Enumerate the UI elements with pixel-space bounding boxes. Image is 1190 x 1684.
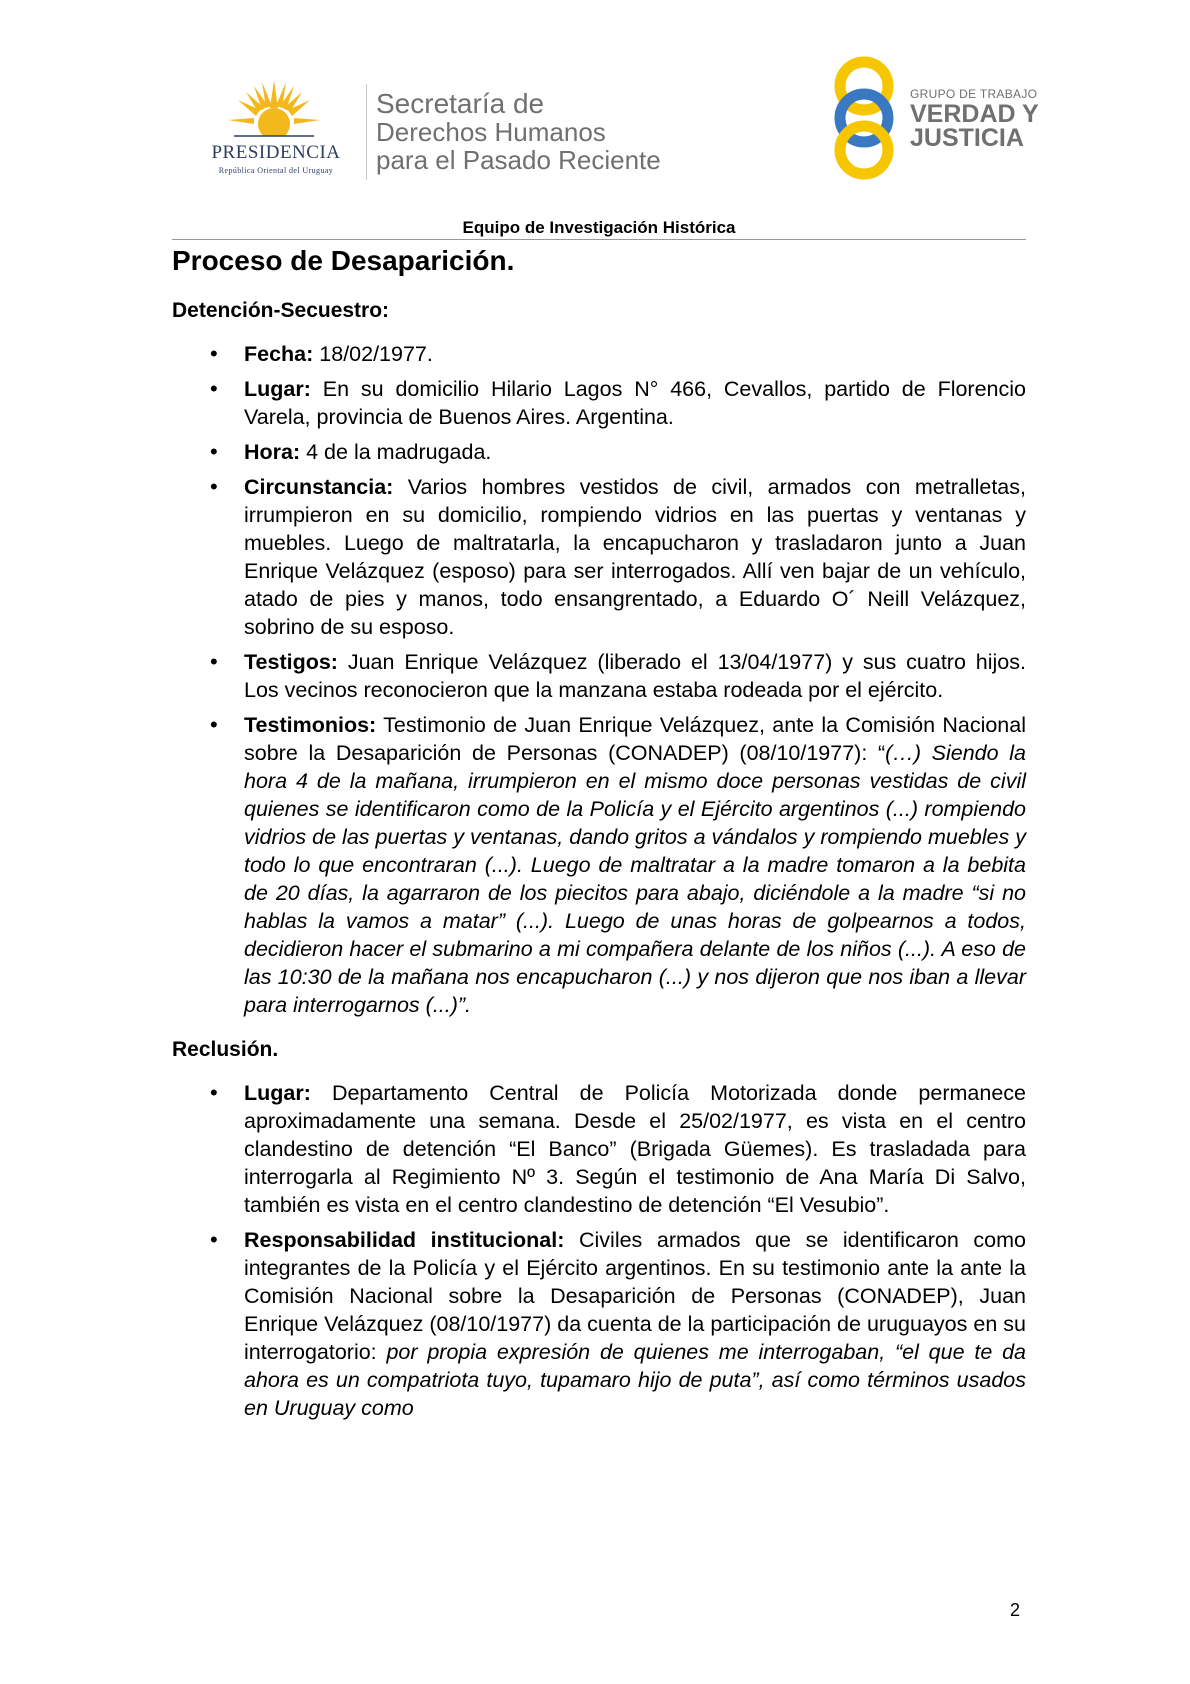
item-text: Juan Enrique Velázquez (liberado el 13/04/1977) y sus cuatro hijos. Los vecinos reconocieron que la manzana estaba rodeada por el ejército. — [244, 650, 1026, 702]
bullet-icon: • — [210, 649, 218, 674]
document-body — [172, 242, 1026, 1429]
grupo-de-trabajo-label: GRUPO DE TRABAJO — [910, 87, 1038, 101]
secretaria-logo-text — [376, 90, 661, 174]
bullet-icon: • — [210, 474, 218, 499]
interlocked-rings-icon — [824, 56, 904, 180]
item-label: Hora: — [244, 440, 301, 464]
presidencia-name: PRESIDENCIA — [211, 142, 341, 163]
section-heading-detencion: Detención-Secuestro: — [172, 299, 390, 322]
sun-emblem-icon — [226, 78, 322, 144]
section-heading-reclusion: Reclusión. — [172, 1038, 279, 1061]
verdad-justicia-logo — [824, 56, 1039, 180]
item-label: Lugar: — [244, 377, 311, 401]
item-text: 4 de la madrugada. — [300, 440, 492, 464]
verdad-label: VERDAD Y — [910, 100, 1039, 128]
secretaria-line-3: para el Pasado Reciente — [376, 145, 661, 175]
list-item — [172, 1079, 1026, 1219]
list-item — [172, 711, 1026, 1019]
item-label: Responsabilidad institucional: — [244, 1228, 565, 1252]
item-text: En su domicilio Hilario Lagos N° 466, Cevallos, partido de Florencio Varela, provincia de Buenos Aires. Argentina. — [244, 377, 1026, 429]
list-item — [172, 340, 1026, 368]
presidencia-logo — [196, 78, 356, 178]
logo-divider — [366, 84, 367, 180]
document-title: Proceso de Desaparición. — [172, 245, 515, 276]
bullet-icon: • — [210, 376, 218, 401]
item-label: Fecha: — [244, 342, 314, 366]
team-header: Equipo de Investigación Histórica — [462, 218, 736, 237]
list-item — [172, 1226, 1026, 1422]
item-text: 18/02/1977. — [313, 342, 433, 366]
list-item — [172, 473, 1026, 641]
item-text: Civiles armados que se identificaron como integrantes de la Policía y el Ejército argentinos. En su testimonio ante la ante la Comisión Nacional sobre la Desaparición de Personas (CONADEP), Juan Enrique Velázquez (08/10/1977) da cuenta de la participación de uruguayos en su interrogatorio: — [244, 1228, 1026, 1364]
list-item — [172, 375, 1026, 431]
reclusion-list — [172, 1079, 1026, 1422]
presidencia-subtitle: República Oriental del Uruguay — [218, 166, 334, 175]
list-item — [172, 648, 1026, 704]
justicia-label: JUSTICIA — [910, 124, 1024, 152]
header-rule — [172, 239, 1026, 240]
item-text: Varios hombres vestidos de civil, armados con metralletas, irrumpieron en su domicilio, rompiendo vidrios en las puertas y ventanas y muebles. Luego de maltratarla, la encapucharon y trasladaron junto a Juan Enrique Velázquez (esposo) para ser interrogados. Allí ven bajar de un vehículo, atado de pies y manos, todo ensangrentado, a Eduardo O´ Neill Velázquez, sobrino de su esposo. — [244, 475, 1026, 639]
item-label: Circunstancia: — [244, 475, 394, 499]
bullet-icon: • — [210, 1080, 218, 1105]
item-quote: (…) Siendo la hora 4 de la mañana, irrumpieron en el mismo doce personas vestidas de civil quienes se identificaron como de la Policía y el Ejército argentinos (...) rompiendo vidrios de las puertas y ventanas, dando gritos a vándalos y rompiendo muebles y todo lo que encontraran (...). Luego de maltratar a la madre tomaron a la bebita de 20 días, la agarraron de los piecitos para abajo, diciéndole a la madre “si no hablas la vamos a matar” (...). Luego de unas horas de golpearnos a todos, decidieron hacer el submarino a mi compañera delante de los niños (...). A eso de las 10:30 de la mañana nos encapucharon (...) y nos dijeron que nos iban a llevar para interrogarnos (...)”. — [244, 741, 1026, 1017]
bullet-icon: • — [210, 1227, 218, 1252]
item-text: Testimonio de Juan Enrique Velázquez, ante la Comisión Nacional sobre la Desaparición de Personas (CONADEP) (08/10/1977): “ — [244, 713, 1026, 765]
item-label: Lugar: — [244, 1081, 311, 1105]
page-number: 2 — [1010, 1600, 1021, 1620]
item-text: Departamento Central de Policía Motorizada donde permanece aproximadamente una semana. Desde el 25/02/1977, es vista en el centro clandestino de detención “El Banco” (Brigada Güemes). Es trasladada para interrogarla al Regimiento Nº 3. Según el testimonio de Ana María Di Salvo, también es vista en el centro clandestino de detención “El Vesubio”. — [244, 1081, 1026, 1217]
bullet-icon: • — [210, 341, 218, 366]
item-label: Testimonios: — [244, 713, 377, 737]
item-label: Testigos: — [244, 650, 338, 674]
secretaria-line-2: Derechos Humanos — [376, 117, 606, 147]
bullet-icon: • — [210, 439, 218, 464]
bullet-icon: • — [210, 712, 218, 737]
item-quote: por propia expresión de quienes me interrogaban, “el que te da ahora es un compatriota tuyo, tupamaro hijo de puta”, así como términos usados en Uruguay como — [244, 1340, 1026, 1420]
detencion-list — [172, 340, 1026, 1019]
secretaria-line-1: Secretaría de — [376, 88, 545, 119]
list-item — [172, 438, 1026, 466]
